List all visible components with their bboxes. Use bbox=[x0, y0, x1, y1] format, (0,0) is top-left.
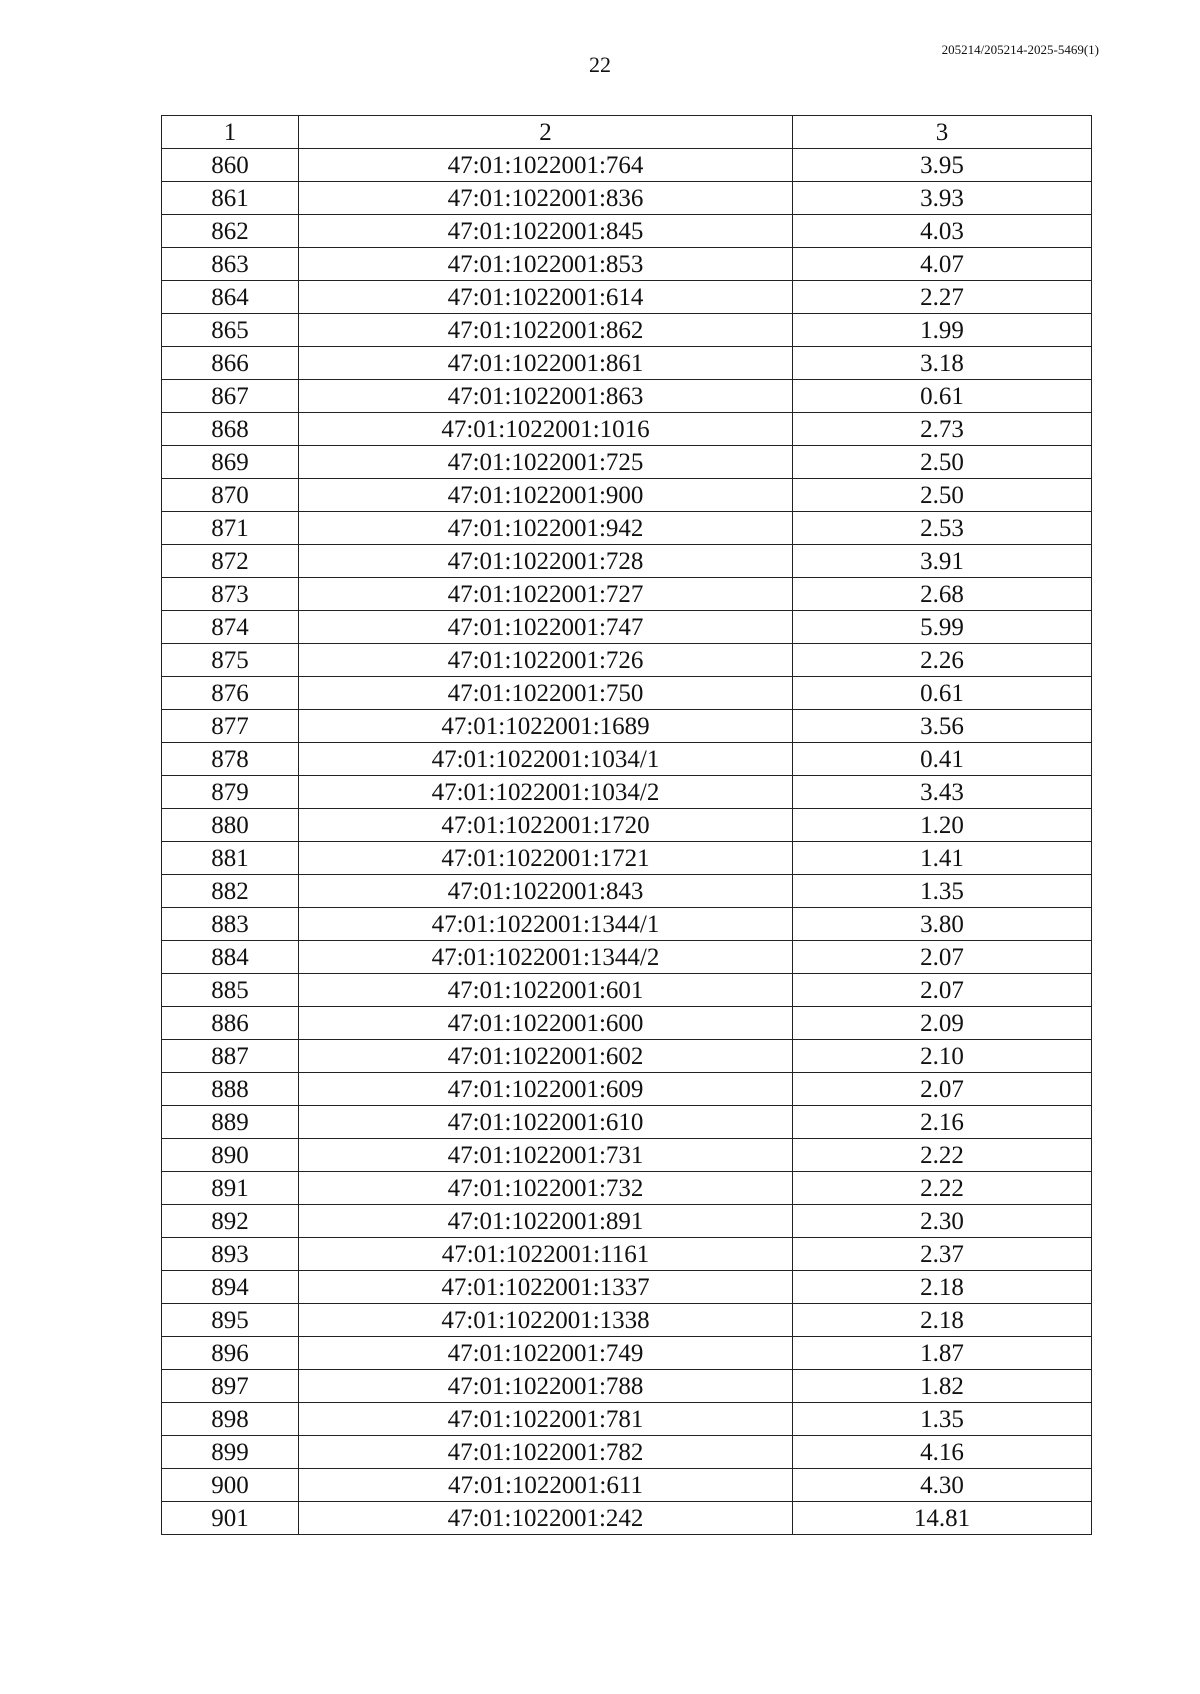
value-cell: 2.26 bbox=[793, 644, 1092, 677]
value-cell: 4.03 bbox=[793, 215, 1092, 248]
cadastral-number-cell: 47:01:1022001:845 bbox=[299, 215, 793, 248]
column-header-2: 2 bbox=[299, 116, 793, 149]
value-cell: 4.16 bbox=[793, 1436, 1092, 1469]
row-number-cell: 894 bbox=[162, 1271, 299, 1304]
value-cell: 2.73 bbox=[793, 413, 1092, 446]
cadastral-number-cell: 47:01:1022001:601 bbox=[299, 974, 793, 1007]
value-cell: 2.18 bbox=[793, 1271, 1092, 1304]
table-row bbox=[162, 710, 1092, 743]
data-table-container bbox=[161, 115, 1091, 1535]
value-cell: 3.93 bbox=[793, 182, 1092, 215]
cadastral-number-cell: 47:01:1022001:863 bbox=[299, 380, 793, 413]
row-number-cell: 867 bbox=[162, 380, 299, 413]
cadastral-number-cell: 47:01:1022001:1034/1 bbox=[299, 743, 793, 776]
row-number-cell: 897 bbox=[162, 1370, 299, 1403]
value-cell: 2.37 bbox=[793, 1238, 1092, 1271]
row-number-cell: 870 bbox=[162, 479, 299, 512]
cadastral-number-cell: 47:01:1022001:747 bbox=[299, 611, 793, 644]
row-number-cell: 885 bbox=[162, 974, 299, 1007]
row-number-cell: 866 bbox=[162, 347, 299, 380]
value-cell: 0.41 bbox=[793, 743, 1092, 776]
row-number-cell: 864 bbox=[162, 281, 299, 314]
row-number-cell: 869 bbox=[162, 446, 299, 479]
value-cell: 5.99 bbox=[793, 611, 1092, 644]
row-number-cell: 862 bbox=[162, 215, 299, 248]
value-cell: 1.82 bbox=[793, 1370, 1092, 1403]
cadastral-number-cell: 47:01:1022001:900 bbox=[299, 479, 793, 512]
row-number-cell: 861 bbox=[162, 182, 299, 215]
table-header-row bbox=[162, 116, 1092, 149]
row-number-cell: 860 bbox=[162, 149, 299, 182]
table-row bbox=[162, 974, 1092, 1007]
table-row bbox=[162, 578, 1092, 611]
cadastral-number-cell: 47:01:1022001:788 bbox=[299, 1370, 793, 1403]
table-row bbox=[162, 446, 1092, 479]
column-header-1: 1 bbox=[162, 116, 299, 149]
table-row bbox=[162, 182, 1092, 215]
cadastral-number-cell: 47:01:1022001:749 bbox=[299, 1337, 793, 1370]
value-cell: 2.18 bbox=[793, 1304, 1092, 1337]
table-row bbox=[162, 281, 1092, 314]
cadastral-number-cell: 47:01:1022001:764 bbox=[299, 149, 793, 182]
table-row bbox=[162, 611, 1092, 644]
cadastral-number-cell: 47:01:1022001:727 bbox=[299, 578, 793, 611]
value-cell: 2.09 bbox=[793, 1007, 1092, 1040]
table-row bbox=[162, 248, 1092, 281]
table-row bbox=[162, 1238, 1092, 1271]
row-number-cell: 890 bbox=[162, 1139, 299, 1172]
value-cell: 2.50 bbox=[793, 479, 1092, 512]
cadastral-number-cell: 47:01:1022001:732 bbox=[299, 1172, 793, 1205]
value-cell: 2.07 bbox=[793, 974, 1092, 1007]
row-number-cell: 863 bbox=[162, 248, 299, 281]
table-row bbox=[162, 1073, 1092, 1106]
value-cell: 1.41 bbox=[793, 842, 1092, 875]
value-cell: 2.53 bbox=[793, 512, 1092, 545]
table-row bbox=[162, 149, 1092, 182]
row-number-cell: 896 bbox=[162, 1337, 299, 1370]
table-row bbox=[162, 413, 1092, 446]
row-number-cell: 883 bbox=[162, 908, 299, 941]
row-number-cell: 899 bbox=[162, 1436, 299, 1469]
table-row bbox=[162, 1172, 1092, 1205]
table-row bbox=[162, 1205, 1092, 1238]
value-cell: 1.87 bbox=[793, 1337, 1092, 1370]
table-row bbox=[162, 1304, 1092, 1337]
cadastral-number-cell: 47:01:1022001:610 bbox=[299, 1106, 793, 1139]
table-row bbox=[162, 1370, 1092, 1403]
cadastral-number-cell: 47:01:1022001:725 bbox=[299, 446, 793, 479]
cadastral-number-cell: 47:01:1022001:1344/1 bbox=[299, 908, 793, 941]
value-cell: 3.80 bbox=[793, 908, 1092, 941]
cadastral-number-cell: 47:01:1022001:726 bbox=[299, 644, 793, 677]
value-cell: 14.81 bbox=[793, 1502, 1092, 1535]
table-row bbox=[162, 908, 1092, 941]
cadastral-number-cell: 47:01:1022001:602 bbox=[299, 1040, 793, 1073]
cadastral-number-cell: 47:01:1022001:781 bbox=[299, 1403, 793, 1436]
value-cell: 3.56 bbox=[793, 710, 1092, 743]
table-row bbox=[162, 545, 1092, 578]
table-row bbox=[162, 215, 1092, 248]
row-number-cell: 872 bbox=[162, 545, 299, 578]
table-row bbox=[162, 743, 1092, 776]
table-row bbox=[162, 842, 1092, 875]
cadastral-number-cell: 47:01:1022001:1720 bbox=[299, 809, 793, 842]
value-cell: 2.07 bbox=[793, 941, 1092, 974]
cadastral-number-cell: 47:01:1022001:1161 bbox=[299, 1238, 793, 1271]
table-row bbox=[162, 512, 1092, 545]
cadastral-number-cell: 47:01:1022001:611 bbox=[299, 1469, 793, 1502]
row-number-cell: 888 bbox=[162, 1073, 299, 1106]
table-row bbox=[162, 479, 1092, 512]
cadastral-number-cell: 47:01:1022001:836 bbox=[299, 182, 793, 215]
value-cell: 2.22 bbox=[793, 1139, 1092, 1172]
row-number-cell: 886 bbox=[162, 1007, 299, 1040]
row-number-cell: 895 bbox=[162, 1304, 299, 1337]
table-row bbox=[162, 1139, 1092, 1172]
table-row bbox=[162, 380, 1092, 413]
row-number-cell: 900 bbox=[162, 1469, 299, 1502]
cadastral-number-cell: 47:01:1022001:609 bbox=[299, 1073, 793, 1106]
cadastral-number-cell: 47:01:1022001:1034/2 bbox=[299, 776, 793, 809]
row-number-cell: 884 bbox=[162, 941, 299, 974]
cadastral-number-cell: 47:01:1022001:861 bbox=[299, 347, 793, 380]
row-number-cell: 877 bbox=[162, 710, 299, 743]
value-cell: 1.20 bbox=[793, 809, 1092, 842]
row-number-cell: 865 bbox=[162, 314, 299, 347]
cadastral-number-cell: 47:01:1022001:862 bbox=[299, 314, 793, 347]
cadastral-number-cell: 47:01:1022001:750 bbox=[299, 677, 793, 710]
cadastral-number-cell: 47:01:1022001:843 bbox=[299, 875, 793, 908]
value-cell: 2.22 bbox=[793, 1172, 1092, 1205]
value-cell: 0.61 bbox=[793, 677, 1092, 710]
row-number-cell: 871 bbox=[162, 512, 299, 545]
table-row bbox=[162, 1337, 1092, 1370]
row-number-cell: 881 bbox=[162, 842, 299, 875]
row-number-cell: 878 bbox=[162, 743, 299, 776]
row-number-cell: 874 bbox=[162, 611, 299, 644]
cadastral-number-cell: 47:01:1022001:1344/2 bbox=[299, 941, 793, 974]
value-cell: 3.18 bbox=[793, 347, 1092, 380]
cadastral-number-cell: 47:01:1022001:1337 bbox=[299, 1271, 793, 1304]
row-number-cell: 891 bbox=[162, 1172, 299, 1205]
row-number-cell: 868 bbox=[162, 413, 299, 446]
row-number-cell: 882 bbox=[162, 875, 299, 908]
table-row bbox=[162, 1502, 1092, 1535]
table-row bbox=[162, 776, 1092, 809]
value-cell: 2.27 bbox=[793, 281, 1092, 314]
cadastral-number-cell: 47:01:1022001:1721 bbox=[299, 842, 793, 875]
cadastral-number-cell: 47:01:1022001:782 bbox=[299, 1436, 793, 1469]
table-row bbox=[162, 677, 1092, 710]
table-row bbox=[162, 644, 1092, 677]
value-cell: 3.43 bbox=[793, 776, 1092, 809]
row-number-cell: 876 bbox=[162, 677, 299, 710]
cadastral-number-cell: 47:01:1022001:853 bbox=[299, 248, 793, 281]
value-cell: 4.30 bbox=[793, 1469, 1092, 1502]
row-number-cell: 901 bbox=[162, 1502, 299, 1535]
table-row bbox=[162, 314, 1092, 347]
value-cell: 1.99 bbox=[793, 314, 1092, 347]
cadastral-number-cell: 47:01:1022001:731 bbox=[299, 1139, 793, 1172]
data-table bbox=[161, 115, 1092, 1535]
value-cell: 2.50 bbox=[793, 446, 1092, 479]
value-cell: 4.07 bbox=[793, 248, 1092, 281]
row-number-cell: 892 bbox=[162, 1205, 299, 1238]
cadastral-number-cell: 47:01:1022001:242 bbox=[299, 1502, 793, 1535]
cadastral-number-cell: 47:01:1022001:891 bbox=[299, 1205, 793, 1238]
row-number-cell: 880 bbox=[162, 809, 299, 842]
column-header-3: 3 bbox=[793, 116, 1092, 149]
table-row bbox=[162, 941, 1092, 974]
value-cell: 2.07 bbox=[793, 1073, 1092, 1106]
cadastral-number-cell: 47:01:1022001:1689 bbox=[299, 710, 793, 743]
page-number: 22 bbox=[589, 52, 611, 77]
table-row bbox=[162, 1436, 1092, 1469]
row-number-cell: 873 bbox=[162, 578, 299, 611]
row-number-cell: 875 bbox=[162, 644, 299, 677]
table-row bbox=[162, 809, 1092, 842]
value-cell: 2.68 bbox=[793, 578, 1092, 611]
row-number-cell: 889 bbox=[162, 1106, 299, 1139]
table-row bbox=[162, 347, 1092, 380]
row-number-cell: 887 bbox=[162, 1040, 299, 1073]
value-cell: 2.30 bbox=[793, 1205, 1092, 1238]
value-cell: 1.35 bbox=[793, 1403, 1092, 1436]
value-cell: 2.10 bbox=[793, 1040, 1092, 1073]
cadastral-number-cell: 47:01:1022001:1016 bbox=[299, 413, 793, 446]
table-row bbox=[162, 1007, 1092, 1040]
row-number-cell: 879 bbox=[162, 776, 299, 809]
table-body bbox=[162, 149, 1092, 1535]
row-number-cell: 893 bbox=[162, 1238, 299, 1271]
row-number-cell: 898 bbox=[162, 1403, 299, 1436]
document-reference: 205214/205214-2025-5469(1) bbox=[941, 42, 1099, 57]
cadastral-number-cell: 47:01:1022001:600 bbox=[299, 1007, 793, 1040]
cadastral-number-cell: 47:01:1022001:942 bbox=[299, 512, 793, 545]
cadastral-number-cell: 47:01:1022001:1338 bbox=[299, 1304, 793, 1337]
table-row bbox=[162, 875, 1092, 908]
table-row bbox=[162, 1403, 1092, 1436]
value-cell: 2.16 bbox=[793, 1106, 1092, 1139]
table-row bbox=[162, 1271, 1092, 1304]
value-cell: 1.35 bbox=[793, 875, 1092, 908]
table-row bbox=[162, 1040, 1092, 1073]
value-cell: 0.61 bbox=[793, 380, 1092, 413]
cadastral-number-cell: 47:01:1022001:728 bbox=[299, 545, 793, 578]
value-cell: 3.95 bbox=[793, 149, 1092, 182]
table-row bbox=[162, 1469, 1092, 1502]
cadastral-number-cell: 47:01:1022001:614 bbox=[299, 281, 793, 314]
table-row bbox=[162, 1106, 1092, 1139]
value-cell: 3.91 bbox=[793, 545, 1092, 578]
